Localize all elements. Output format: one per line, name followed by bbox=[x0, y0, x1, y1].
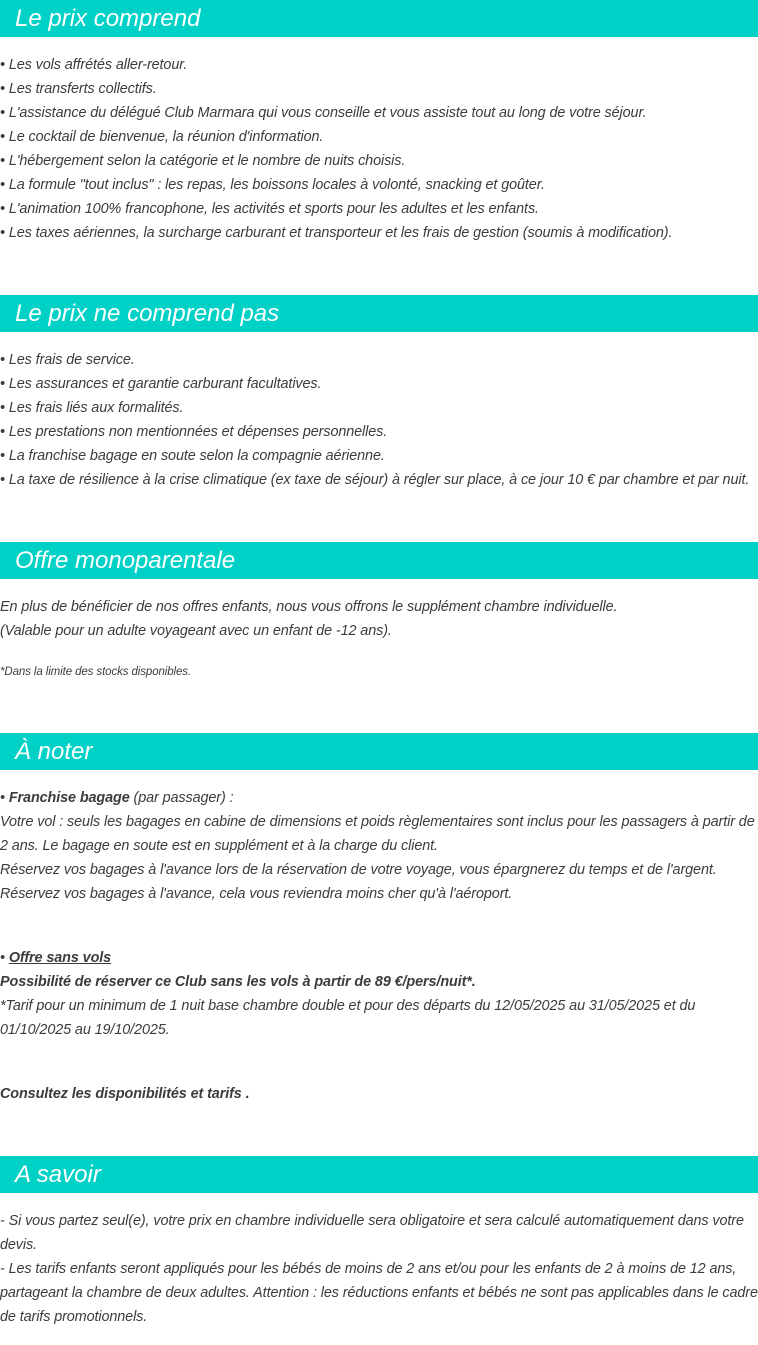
single-parent-text: En plus de bénéficier de nos offres enfants, nous vous offrons le supplément chambre individuelle. bbox=[0, 599, 618, 615]
baggage-advice: Réservez vos bagages à l'avance lors de la réservation de votre voyage, vous épargnerez du temps et de l'argent. bbox=[0, 862, 717, 878]
baggage-advice-cheaper: Réservez vos bagages à l'avance, cela vous reviendra moins cher qu'à l'aéroport. bbox=[0, 886, 513, 902]
consult-availability-link[interactable]: Consultez les disponibilités et tarifs . bbox=[0, 1086, 250, 1102]
child-rates-note: - Les tarifs enfants seront appliqués pour les bébés de moins de 2 ans et/ou pour les enfants de 2 à moins de 12 ans, partageant la chambre de deux adultes. Attention : les réductions enfants et bébés ne sont pas applicables dans le cadre de tarifs promotionnels. bbox=[0, 1261, 758, 1325]
included-item: • L'assistance du délégué Club Marmara qui vous conseille et vous assiste tout au long de votre séjour. bbox=[0, 105, 647, 121]
offer-without-flights-link[interactable]: Offre sans vols bbox=[8, 950, 112, 966]
single-parent-validity: (Valable pour un adulte voyageant avec un enfant de -12 ans). bbox=[0, 623, 392, 639]
section-title-notes: À noter bbox=[0, 733, 758, 770]
included-item: • Les transferts collectifs. bbox=[0, 81, 157, 97]
not-included-item: • Les prestations non mentionnées et dépenses personnelles. bbox=[0, 424, 388, 440]
included-item: • L'animation 100% francophone, les activités et sports pour les adultes et les enfants. bbox=[0, 201, 539, 217]
included-item: • L'hébergement selon la catégorie et le nombre de nuits choisis. bbox=[0, 153, 406, 169]
offer-terms: *Tarif pour un minimum de 1 nuit base chambre double et pour des départs du 12/05/2025 au 31/05/2025 et du 01/10/2025 au 19/10/2025. bbox=[0, 998, 696, 1038]
baggage-text: Votre vol : seuls les bagages en cabine de dimensions et poids règlementaires sont inclus pour les passagers à partir de 2 ans. Le bagage en soute est en supplément et à la charge du client. bbox=[0, 814, 755, 854]
section-title-single-parent: Offre monoparentale bbox=[0, 542, 758, 579]
bullet: • bbox=[0, 950, 9, 966]
offer-heading bbox=[0, 946, 758, 970]
included-item: • La formule "tout inclus" : les repas, les boissons locales à volonté, snacking et goûter. bbox=[0, 177, 545, 193]
included-item: • Les vols affrétés aller-retour. bbox=[0, 57, 188, 73]
single-parent-footnote: *Dans la limite des stocks disponibles. bbox=[0, 666, 192, 678]
bullet: • bbox=[0, 790, 9, 806]
section-title-included: Le prix comprend bbox=[0, 0, 758, 37]
section-title-good-to-know: A savoir bbox=[0, 1156, 758, 1193]
not-included-item: • La franchise bagage en soute selon la compagnie aérienne. bbox=[0, 448, 385, 464]
baggage-suffix: (par passager) : bbox=[129, 790, 234, 806]
offer-price-text: Possibilité de réserver ce Club sans les vols à partir de 89 €/pers/nuit*. bbox=[0, 974, 476, 990]
baggage-label: Franchise bagage bbox=[8, 790, 130, 806]
not-included-item: • Les assurances et garantie carburant facultatives. bbox=[0, 376, 322, 392]
not-included-item: • La taxe de résilience à la crise climatique (ex taxe de séjour) à régler sur place, à ce jour 10 € par chambre et par nuit. bbox=[0, 472, 750, 488]
section-title-not-included: Le prix ne comprend pas bbox=[0, 295, 758, 332]
not-included-item: • Les frais liés aux formalités. bbox=[0, 400, 184, 416]
included-item: • Le cocktail de bienvenue, la réunion d'information. bbox=[0, 129, 324, 145]
included-item: • Les taxes aériennes, la surcharge carburant et transporteur et les frais de gestion (soumis à modification). bbox=[0, 225, 673, 241]
not-included-item: • Les frais de service. bbox=[0, 352, 135, 368]
baggage-heading bbox=[0, 786, 758, 810]
single-traveler-note: - Si vous partez seul(e), votre prix en chambre individuelle sera obligatoire et sera calculé automatiquement dans votre devis. bbox=[0, 1213, 744, 1253]
